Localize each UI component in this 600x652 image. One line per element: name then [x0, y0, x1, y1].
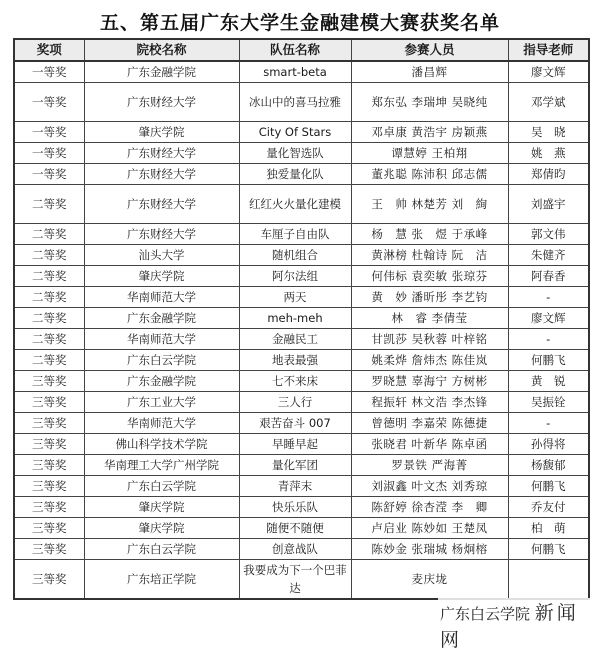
advisor-cell: 杨馥郁 — [508, 455, 589, 476]
team-cell: 随机组合 — [239, 245, 351, 266]
school-cell: 广东财经大学 — [84, 185, 239, 224]
team-cell: 我要成为下一个巴菲达 — [239, 560, 351, 600]
members-cell: 曾德明 李嘉荣 陈德捷 — [351, 413, 508, 434]
team-cell: 青萍末 — [239, 476, 351, 497]
school-cell: 华南师范大学 — [84, 287, 239, 308]
team-cell: 金融民工 — [239, 329, 351, 350]
school-cell: 广东财经大学 — [84, 224, 239, 245]
advisor-cell: - — [508, 413, 589, 434]
table-row — [14, 245, 589, 266]
school-cell: 佛山科学技术学院 — [84, 434, 239, 455]
table-row — [14, 455, 589, 476]
advisor-cell: 何鹏飞 — [508, 350, 589, 371]
award-cell: 二等奖 — [14, 266, 84, 287]
award-cell: 二等奖 — [14, 245, 84, 266]
team-cell: 冰山中的喜马拉雅 — [239, 83, 351, 122]
advisor-cell: 乔友付 — [508, 497, 589, 518]
awards-table — [13, 38, 590, 600]
award-cell: 三等奖 — [14, 434, 84, 455]
award-cell: 三等奖 — [14, 476, 84, 497]
page-title: 五、第五届广东大学生金融建模大赛获奖名单 — [99, 12, 500, 34]
award-cell: 二等奖 — [14, 350, 84, 371]
award-cell: 三等奖 — [14, 455, 84, 476]
advisor-cell: 朱健齐 — [508, 245, 589, 266]
members-cell: 罗景铁 严海菁 — [351, 455, 508, 476]
members-cell: 邓卓康 黄浩宇 房颖燕 — [351, 122, 508, 143]
school-cell: 广东金融学院 — [84, 61, 239, 83]
school-cell: 汕头大学 — [84, 245, 239, 266]
award-cell: 二等奖 — [14, 224, 84, 245]
members-cell: 何伟标 袁奕敏 张琼芬 — [351, 266, 508, 287]
table-row — [14, 497, 589, 518]
award-cell: 三等奖 — [14, 371, 84, 392]
watermark-prefix: 广东白云学院 — [440, 605, 531, 623]
advisor-cell: 何鹏飞 — [508, 539, 589, 560]
advisor-cell: - — [508, 329, 589, 350]
header-advisor: 指导老师 — [508, 39, 589, 61]
advisor-cell: 孙得将 — [508, 434, 589, 455]
team-cell: 七不来床 — [239, 371, 351, 392]
award-cell: 二等奖 — [14, 287, 84, 308]
award-cell: 一等奖 — [14, 143, 84, 164]
advisor-cell — [508, 560, 589, 600]
award-cell: 一等奖 — [14, 61, 84, 83]
table-row — [14, 560, 589, 600]
team-cell: 红红火火量化建模 — [239, 185, 351, 224]
members-cell: 董兆聪 陈沛积 邱志儒 — [351, 164, 508, 185]
team-cell: 地表最强 — [239, 350, 351, 371]
team-cell: smart-beta — [239, 61, 351, 83]
table-row — [14, 61, 589, 83]
table-row — [14, 122, 589, 143]
table-row — [14, 413, 589, 434]
award-cell: 一等奖 — [14, 122, 84, 143]
school-cell: 华南师范大学 — [84, 413, 239, 434]
table-row — [14, 371, 589, 392]
advisor-cell: 郑倩昀 — [508, 164, 589, 185]
school-cell: 肇庆学院 — [84, 518, 239, 539]
school-cell: 广东白云学院 — [84, 350, 239, 371]
award-cell: 一等奖 — [14, 164, 84, 185]
members-cell: 黄淋榜 杜翰诗 阮 洁 — [351, 245, 508, 266]
team-cell: 随便不随便 — [239, 518, 351, 539]
members-cell: 黄 妙 潘昕彤 李艺钧 — [351, 287, 508, 308]
table-row — [14, 287, 589, 308]
table-row — [14, 476, 589, 497]
members-cell: 郑东弘 李瑞坤 吴晓纯 — [351, 83, 508, 122]
members-cell: 甘凯莎 吴秋蓉 叶梓铭 — [351, 329, 508, 350]
school-cell: 广东金融学院 — [84, 308, 239, 329]
advisor-cell: 柏 萌 — [508, 518, 589, 539]
members-cell: 姚柔烨 詹炜杰 陈佳岚 — [351, 350, 508, 371]
table-row — [14, 224, 589, 245]
team-cell: 阿尔法组 — [239, 266, 351, 287]
advisor-cell: 姚 燕 — [508, 143, 589, 164]
award-cell: 三等奖 — [14, 497, 84, 518]
award-cell: 三等奖 — [14, 560, 84, 600]
team-cell: 三人行 — [239, 392, 351, 413]
table-row — [14, 266, 589, 287]
table-body — [14, 61, 589, 599]
header-team: 队伍名称 — [239, 39, 351, 61]
members-cell: 林 睿 李倩莹 — [351, 308, 508, 329]
team-cell: 两天 — [239, 287, 351, 308]
award-cell: 三等奖 — [14, 539, 84, 560]
advisor-cell: 邓学斌 — [508, 83, 589, 122]
award-cell: 三等奖 — [14, 392, 84, 413]
members-cell: 陈妙金 张瑞城 杨炯榕 — [351, 539, 508, 560]
table-row — [14, 185, 589, 224]
team-cell: 独爱量化队 — [239, 164, 351, 185]
award-cell: 一等奖 — [14, 83, 84, 122]
advisor-cell: 吴 晓 — [508, 122, 589, 143]
members-cell: 刘淑鑫 叶文杰 刘秀琼 — [351, 476, 508, 497]
advisor-cell: 黄 锐 — [508, 371, 589, 392]
table-row — [14, 350, 589, 371]
team-cell: 车厘子自由队 — [239, 224, 351, 245]
team-cell: 快乐乐队 — [239, 497, 351, 518]
team-cell: meh-meh — [239, 308, 351, 329]
advisor-cell: 阿春香 — [508, 266, 589, 287]
advisor-cell: 吴振铨 — [508, 392, 589, 413]
members-cell: 陈舒婷 徐杏滢 李 卿 — [351, 497, 508, 518]
advisor-cell: 廖文辉 — [508, 61, 589, 83]
team-cell: 艰苦奋斗 007 — [239, 413, 351, 434]
table-row — [14, 434, 589, 455]
award-cell: 三等奖 — [14, 413, 84, 434]
table-row — [14, 539, 589, 560]
school-cell: 肇庆学院 — [84, 122, 239, 143]
members-cell: 程振轩 林文浩 李杰锋 — [351, 392, 508, 413]
table-header-row — [14, 39, 589, 61]
table-row — [14, 518, 589, 539]
school-cell: 肇庆学院 — [84, 266, 239, 287]
header-school: 院校名称 — [84, 39, 239, 61]
award-cell: 二等奖 — [14, 185, 84, 224]
school-cell: 广东金融学院 — [84, 371, 239, 392]
school-cell: 华南理工大学广州学院 — [84, 455, 239, 476]
members-cell: 卢启业 陈妙如 王楚凤 — [351, 518, 508, 539]
table-row — [14, 329, 589, 350]
team-cell: 早睡早起 — [239, 434, 351, 455]
team-cell: 量化智选队 — [239, 143, 351, 164]
award-cell: 二等奖 — [14, 329, 84, 350]
watermark-suffix: 新闻网 — [440, 602, 579, 651]
school-cell: 广东财经大学 — [84, 143, 239, 164]
school-cell: 广东财经大学 — [84, 164, 239, 185]
school-cell: 华南师范大学 — [84, 329, 239, 350]
advisor-cell: - — [508, 287, 589, 308]
members-cell: 谭慧婷 王柏翔 — [351, 143, 508, 164]
table-row — [14, 392, 589, 413]
members-cell: 张晓君 叶新华 陈卓函 — [351, 434, 508, 455]
advisor-cell: 郭文伟 — [508, 224, 589, 245]
members-cell: 杨 慧 张 煜 于承峰 — [351, 224, 508, 245]
school-cell: 广东财经大学 — [84, 83, 239, 122]
members-cell: 王 帅 林楚芳 刘 絢 — [351, 185, 508, 224]
advisor-cell: 廖文辉 — [508, 308, 589, 329]
school-cell: 广东工业大学 — [84, 392, 239, 413]
school-cell: 广东培正学院 — [84, 560, 239, 600]
school-cell: 广东白云学院 — [84, 539, 239, 560]
table-row — [14, 308, 589, 329]
school-cell: 广东白云学院 — [84, 476, 239, 497]
table-row — [14, 143, 589, 164]
watermark — [438, 598, 600, 652]
table-row — [14, 83, 589, 122]
members-cell: 罗晓慧 辜海宁 方树彬 — [351, 371, 508, 392]
header-members: 参赛人员 — [351, 39, 508, 61]
award-cell: 二等奖 — [14, 308, 84, 329]
advisor-cell: 刘盛宇 — [508, 185, 589, 224]
table-row — [14, 164, 589, 185]
members-cell: 麦庆垅 — [351, 560, 508, 600]
school-cell: 肇庆学院 — [84, 497, 239, 518]
award-cell: 三等奖 — [14, 518, 84, 539]
team-cell: 创意战队 — [239, 539, 351, 560]
advisor-cell: 何鹏飞 — [508, 476, 589, 497]
header-award: 奖项 — [14, 39, 84, 61]
members-cell: 潘昌辉 — [351, 61, 508, 83]
team-cell: City Of Stars — [239, 122, 351, 143]
team-cell: 量化军团 — [239, 455, 351, 476]
